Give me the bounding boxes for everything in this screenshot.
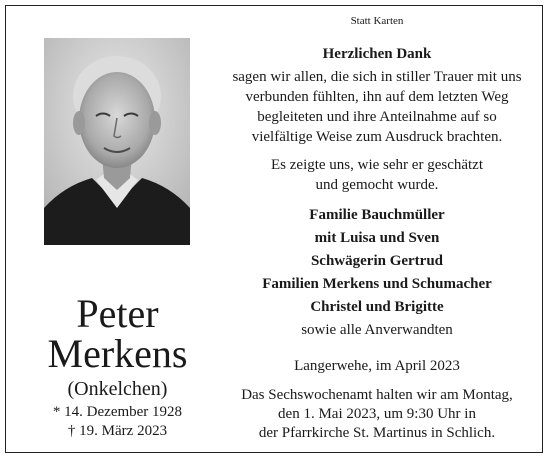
thanks-line: sagen wir allen, die sich in stiller Trauer mit uns bbox=[232, 69, 522, 85]
family-line: Schwägerin Gertrud bbox=[310, 253, 444, 269]
portrait-photo bbox=[44, 38, 190, 245]
thanks-line: begleiteten und ihre Anteilnahme auf so bbox=[257, 109, 497, 125]
family-line: Christel und Brigitte bbox=[310, 299, 444, 315]
deceased-last-name: Merkens bbox=[47, 331, 188, 376]
deceased-nickname: (Onkelchen) bbox=[67, 378, 168, 400]
statt-karten-header: Statt Karten bbox=[350, 15, 404, 27]
thanks-line: verbunden fühlten, ihn auf dem letzten Weg bbox=[245, 89, 509, 105]
mass-notice bbox=[208, 386, 546, 443]
family-line: mit Luisa und Sven bbox=[314, 230, 440, 246]
thanks-title: Herzlichen Dank bbox=[322, 46, 432, 62]
death-date: † 19. März 2023 bbox=[67, 423, 168, 439]
thanks-line: Es zeigte uns, wie sehr er geschätzt bbox=[271, 157, 483, 173]
notice-line: Das Sechswochenamt halten wir am Montag, bbox=[241, 387, 513, 403]
family-line: Familie Bauchmüller bbox=[309, 207, 445, 223]
family-line: Familien Merkens und Schumacher bbox=[262, 276, 492, 292]
place-date: Langerwehe, im April 2023 bbox=[294, 358, 460, 374]
deceased-first-name: Peter bbox=[76, 291, 159, 336]
thanks-line: vielfältige Weise zum Ausdruck brachten. bbox=[251, 129, 503, 145]
birth-date: * 14. Dezember 1928 bbox=[52, 404, 183, 420]
thanks-line: und gemocht wurde. bbox=[315, 177, 439, 193]
relatives-line: sowie alle Anverwandten bbox=[301, 322, 453, 338]
notice-line: der Pfarrkirche St. Martinus in Schlich. bbox=[258, 425, 496, 441]
family-signatures bbox=[208, 205, 546, 340]
portrait-image bbox=[44, 38, 190, 245]
notice-line: den 1. Mai 2023, um 9:30 Uhr in bbox=[278, 406, 476, 422]
thanks-body bbox=[208, 67, 546, 195]
